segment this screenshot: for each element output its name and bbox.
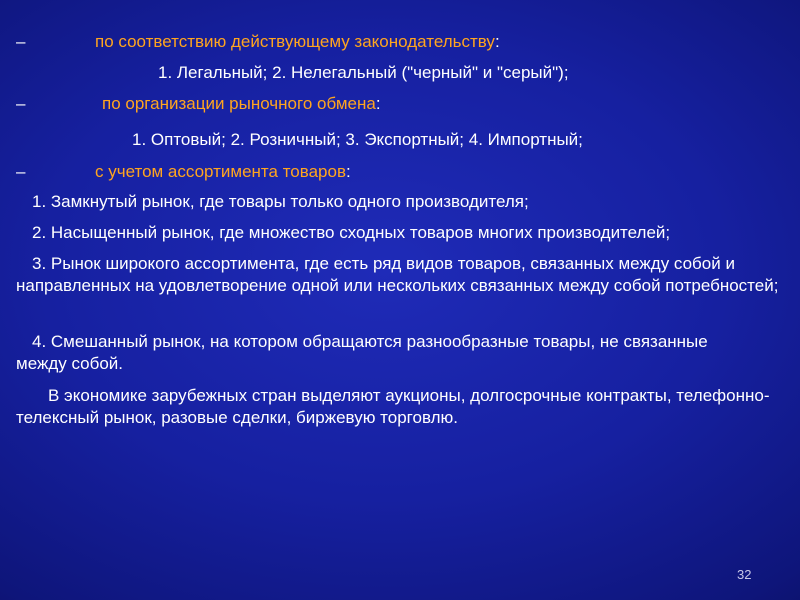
heading-colon: : bbox=[375, 94, 381, 113]
section-heading-text: по соответствию действующему законодательству bbox=[95, 32, 495, 51]
dash-bullet: – bbox=[16, 94, 26, 113]
assortment-item-4: 4. Смешанный рынок, на котором обращаются разнообразные товары, не связанные между собой. bbox=[16, 332, 708, 373]
section-items-market-exchange: 1. Оптовый; 2. Розничный; 3. Экспортный; 4. Импортный; bbox=[132, 130, 583, 149]
assortment-item-2: 2. Насыщенный рынок, где множество сходных товаров многих производителей; bbox=[32, 223, 671, 242]
section-heading-market-exchange bbox=[102, 93, 381, 115]
section-heading-legislation bbox=[95, 31, 500, 53]
section-heading-assortment bbox=[95, 161, 351, 183]
closing-paragraph: В экономике зарубежных стран выделяют аукционы, долгосрочные контракты, телефонно-телексный рынок, разовые сделки, биржевую торговлю. bbox=[16, 386, 770, 427]
page-number: 32 bbox=[737, 567, 752, 582]
dash-bullet: – bbox=[16, 162, 26, 181]
assortment-item-1: 1. Замкнутый рынок, где товары только одного производителя; bbox=[32, 192, 529, 211]
section-items-legislation: 1. Легальный; 2. Нелегальный ("черный" и "серый"); bbox=[158, 63, 569, 82]
section-heading-text: с учетом ассортимента товаров bbox=[95, 162, 346, 181]
assortment-item-3: 3. Рынок широкого ассортимента, где есть ряд видов товаров, связанных между собой и направленных на удовлетворение одной или нескольких связанных между собой потребностей; bbox=[16, 254, 779, 295]
heading-colon: : bbox=[494, 32, 500, 51]
section-heading-text: по организации рыночного обмена bbox=[102, 94, 376, 113]
dash-bullet: – bbox=[16, 32, 26, 51]
heading-colon: : bbox=[345, 162, 351, 181]
